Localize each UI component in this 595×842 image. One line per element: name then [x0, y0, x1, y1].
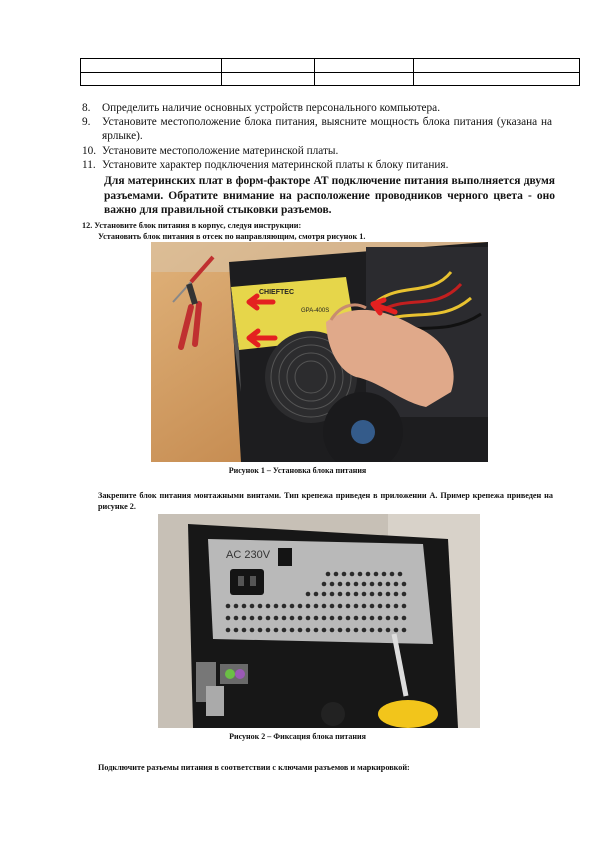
- table-cell: [414, 59, 580, 73]
- step-12-heading: 12. Установите блок питания в корпус, следуя инструкции:: [82, 221, 302, 230]
- table-cell: [81, 59, 222, 73]
- fix-paragraph: [98, 490, 553, 512]
- table-cell: [414, 72, 580, 86]
- ac-voltage-label: AC 230V: [226, 549, 271, 561]
- item-text: Установите местоположение блока питания, выясните мощность блока питания (указана на ярлыке).: [102, 116, 552, 143]
- connect-paragraph: Подключите разъемы питания в соответствии с ключами разъемов и маркировкой:: [98, 763, 410, 772]
- figure-2-photo: [158, 514, 480, 728]
- psu-brand-label: CHIEFTEC: [259, 289, 294, 296]
- fix-text: Закрепите блок питания монтажными винтами. Тип крепежа приведен в приложении А. Пример крепежа приведен на рисунке 2.: [98, 491, 553, 511]
- list-item: [82, 115, 552, 143]
- item-number: 10.: [82, 144, 97, 157]
- item-text: Установите характер подключения материнской платы к блоку питания.: [102, 158, 449, 171]
- step-12-sub: Установить блок питания в отсек по направляющим, смотря рисунок 1.: [98, 232, 366, 241]
- table-cell: [315, 72, 414, 86]
- table-cell: [315, 59, 414, 73]
- psu-model-label: GPA-400S: [301, 308, 330, 314]
- note-paragraph: Для материнских плат в форм-факторе AT подключение питания выполняется двумя разъемами. Обратите внимание на расположение проводников черного цвета - оно важно для правильной стыковки разъемов.: [104, 175, 555, 216]
- figure-1-photo: [151, 242, 488, 462]
- header-table: [80, 58, 580, 86]
- item-text: Установите местоположение материнской платы.: [102, 144, 339, 157]
- item-number: 11.: [82, 158, 96, 171]
- figure-1-caption: Рисунок 1 – Установка блока питания: [228, 466, 367, 475]
- task-list: [82, 101, 552, 172]
- list-item: [82, 144, 552, 158]
- list-item: [82, 158, 552, 172]
- item-number: 8.: [82, 102, 91, 114]
- list-item: [82, 101, 552, 115]
- table-cell: [81, 72, 222, 86]
- item-text: Определить наличие основных устройств персонального компьютера.: [102, 102, 441, 114]
- figure-2-caption: Рисунок 2 – Фиксация блока питания: [229, 732, 366, 741]
- table-cell: [222, 59, 315, 73]
- table-cell: [222, 72, 315, 86]
- item-number: 9.: [82, 116, 91, 129]
